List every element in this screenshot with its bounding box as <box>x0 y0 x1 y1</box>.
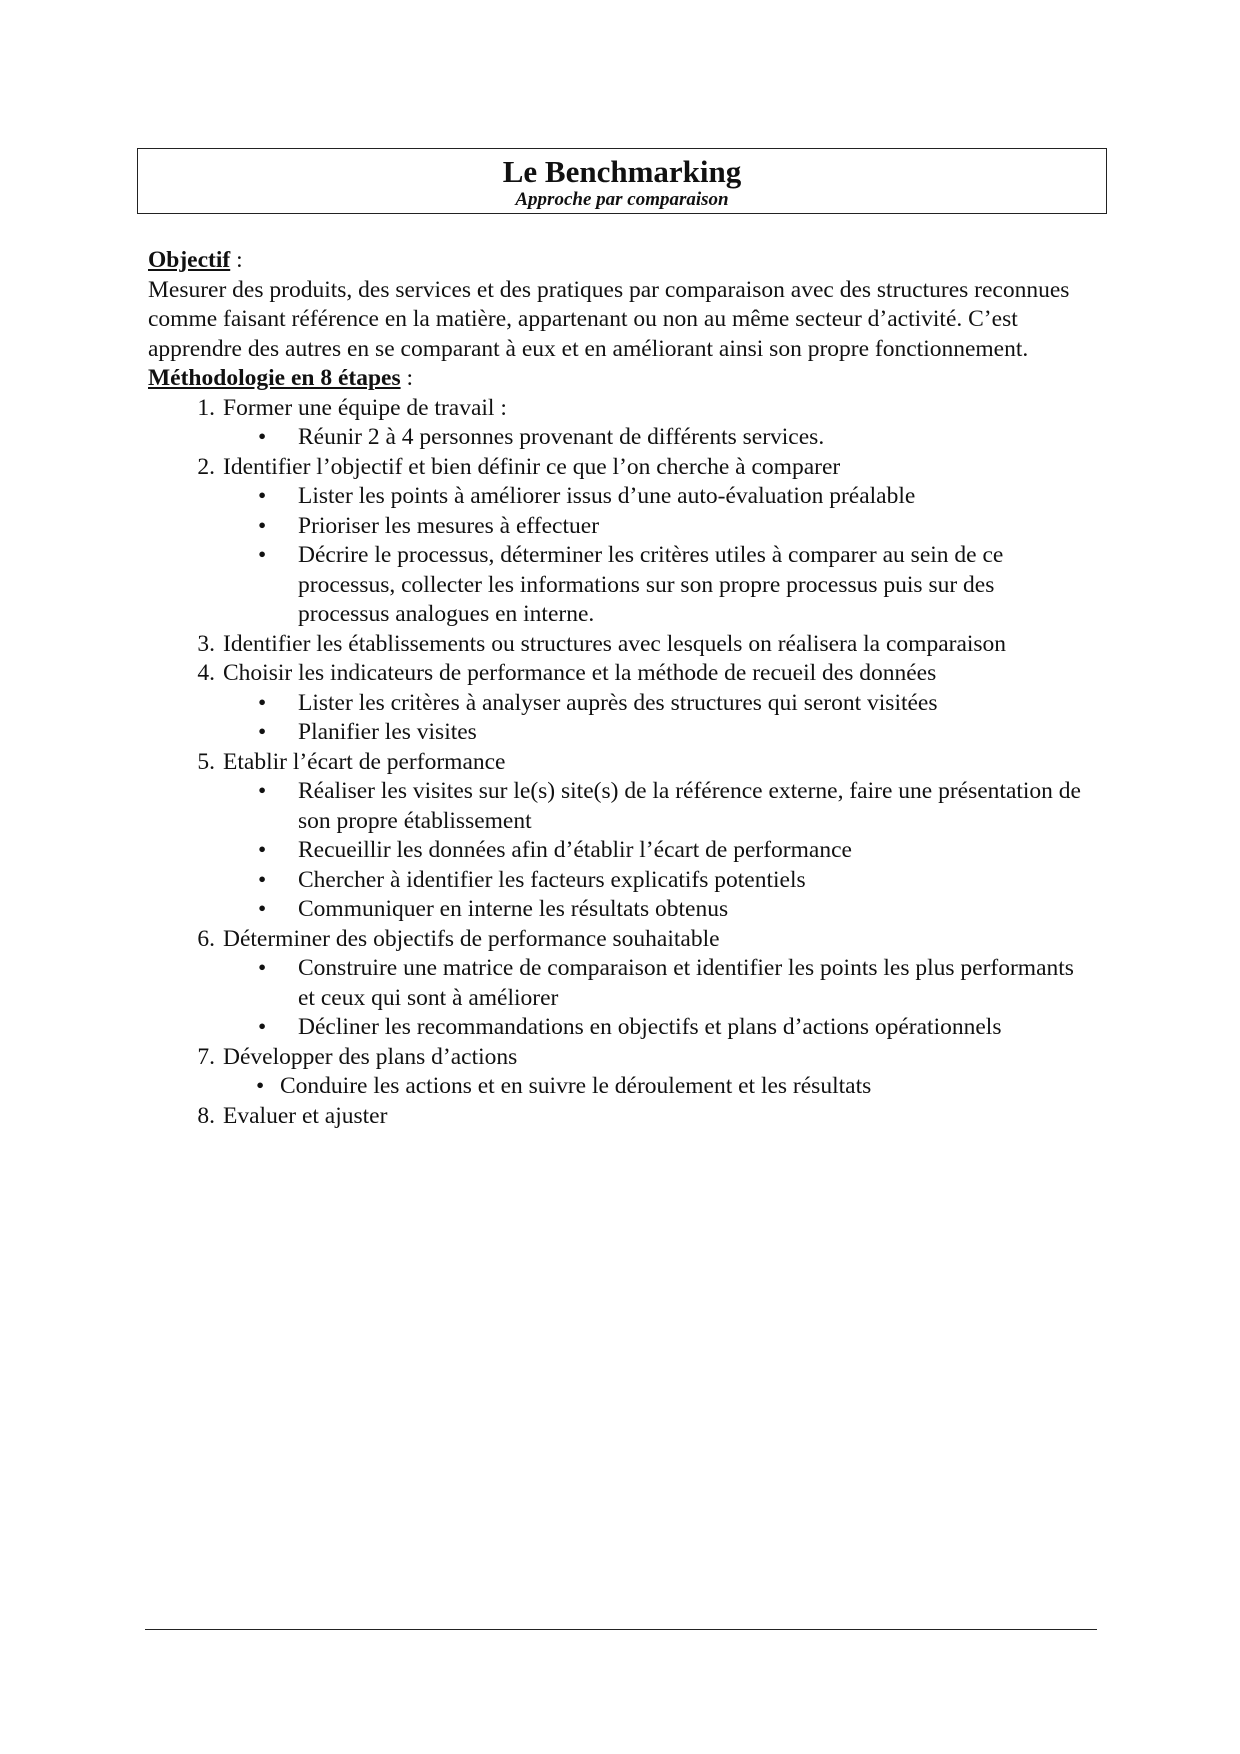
step-item: 1. Former une équipe de travail : • Réunir 2 à 4 personnes provenant de différents services. <box>148 394 1088 453</box>
step-item: 3. Identifier les établissements ou structures avec lesquels on réalisera la comparaison <box>197 630 1007 657</box>
steps-list <box>148 394 1088 1132</box>
step-item: 6. Déterminer des objectifs de performance souhaitable • Construire une matrice de comparaison et identifier les points les plus performants et ceux qui sont à améliorer • Décliner les recommandations en objectifs et plans d’actions opérationnels <box>148 925 1088 1043</box>
step-item: 8. Evaluer et ajuster <box>197 1102 388 1129</box>
bullet-item: • Lister les points à améliorer issus d’une auto-évaluation préalable <box>258 483 916 509</box>
bullet-item: • Décliner les recommandations en objectifs et plans d’actions opérationnels <box>258 1014 1002 1040</box>
footer-rule <box>145 1629 1097 1630</box>
bullet-item: • Chercher à identifier les facteurs explicatifs potentiels <box>258 866 806 893</box>
document-body <box>148 246 1088 1131</box>
bullet-item: • Communiquer en interne les résultats obtenus <box>258 896 729 922</box>
bullet-item: • Recueillir les données afin d’établir l’écart de performance <box>258 837 852 863</box>
title-box <box>137 148 1107 214</box>
bullet-item: • Décrire le processus, déterminer les critères utiles à comparer au sein de ce processus, collecter les informations sur son propre processus puis sur des processus analogues en interne. <box>258 542 1004 627</box>
document-subtitle: Approche par comparaison <box>515 189 729 210</box>
step-item: 7. Développer des plans d’actions • Conduire les actions et en suivre le déroulement et les résultats <box>148 1043 1088 1102</box>
bullet-item: • Conduire les actions et en suivre le déroulement et les résultats <box>256 1073 872 1099</box>
step-item: 4. Choisir les indicateurs de performance et la méthode de recueil des données • Lister les critères à analyser auprès des structures qui seront visitées • Planifier les visites <box>148 659 1088 748</box>
bullet-item: • Réunir 2 à 4 personnes provenant de différents services. <box>258 424 825 450</box>
bullet-item: • Construire une matrice de comparaison et identifier les points les plus performants et ceux qui sont à améliorer <box>258 955 1074 1011</box>
objectif-heading: Objectif : <box>148 247 243 273</box>
objectif-text: Mesurer des produits, des services et des pratiques par comparaison avec des structures reconnues comme faisant référence en la matière, appartenant ou non au même secteur d’activité. C’est apprendre des autres en se comparant à eux et en améliorant ainsi son propre fonctionnement. <box>148 276 1070 362</box>
bullet-item: • Lister les critères à analyser auprès des structures qui seront visitées <box>258 689 938 716</box>
document-title: Le Benchmarking <box>502 154 742 189</box>
step-item: 5. Etablir l’écart de performance • Réaliser les visites sur le(s) site(s) de la référence externe, faire une présentation de son propre établissement • Recueillir les données afin d’établir l’écart de performance • Chercher à identifier les facteurs explicatifs potentiels • Communiquer en interne les résultats obtenus <box>148 748 1088 925</box>
step-item: 2. Identifier l’objectif et bien définir ce que l’on cherche à comparer • Lister les points à améliorer issus d’une auto-évaluation préalable • Prioriser les mesures à effectuer • Décrire le processus, déterminer les critères utiles à comparer au sein de ce processus, collecter les informations sur son propre processus puis sur des processus analogues en interne. <box>148 453 1088 630</box>
bullet-item: • Réaliser les visites sur le(s) site(s) de la référence externe, faire une présentation de son propre établissement <box>258 778 1081 834</box>
bullet-item: • Planifier les visites <box>258 719 477 745</box>
methodologie-heading: Méthodologie en 8 étapes : <box>148 365 413 391</box>
bullet-item: • Prioriser les mesures à effectuer <box>258 512 600 539</box>
